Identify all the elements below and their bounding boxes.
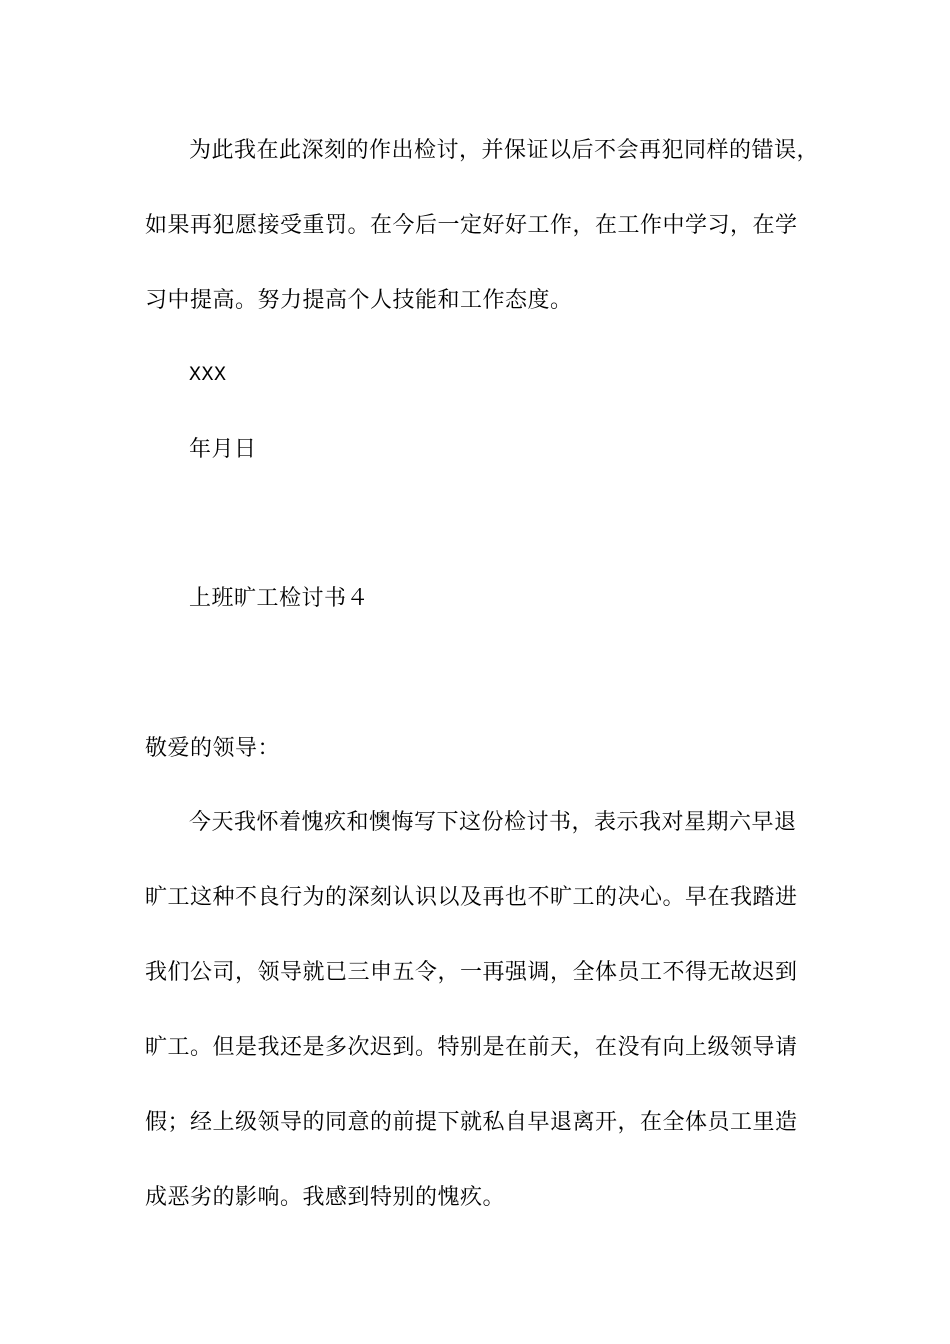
salutation: 敬爱的领导：: [145, 736, 281, 761]
signature: XXX: [189, 364, 227, 387]
date-line: 年月日: [189, 437, 257, 462]
paragraph-line: 成恶劣的影响。我感到特别的愧疚。: [145, 1185, 506, 1210]
paragraph-line: 旷工这种不良行为的深刻认识以及再也不旷工的决心。早在我踏进: [145, 885, 798, 910]
paragraph-line: 假；经上级领导的同意的前提下就私自早退离开，在全体员工里造: [145, 1110, 798, 1135]
section-title: 上班旷工检讨书４: [189, 586, 370, 611]
paragraph-line: 习中提高。努力提高个人技能和工作态度。: [145, 288, 573, 313]
paragraph-line: 如果再犯愿接受重罚。在今后一定好好工作，在工作中学习，在学: [145, 213, 798, 238]
paragraph-line: 今天我怀着愧疚和懊悔写下这份检讨书，表示我对星期六早退: [189, 810, 797, 835]
paragraph-line: 我们公司，领导就已三申五令，一再强调，全体员工不得无故迟到: [145, 960, 798, 985]
paragraph-line: 旷工。但是我还是多次迟到。特别是在前天，在没有向上级领导请: [145, 1035, 798, 1060]
paragraph-line: 为此我在此深刻的作出检讨，并保证以后不会再犯同样的错误，: [189, 138, 820, 163]
